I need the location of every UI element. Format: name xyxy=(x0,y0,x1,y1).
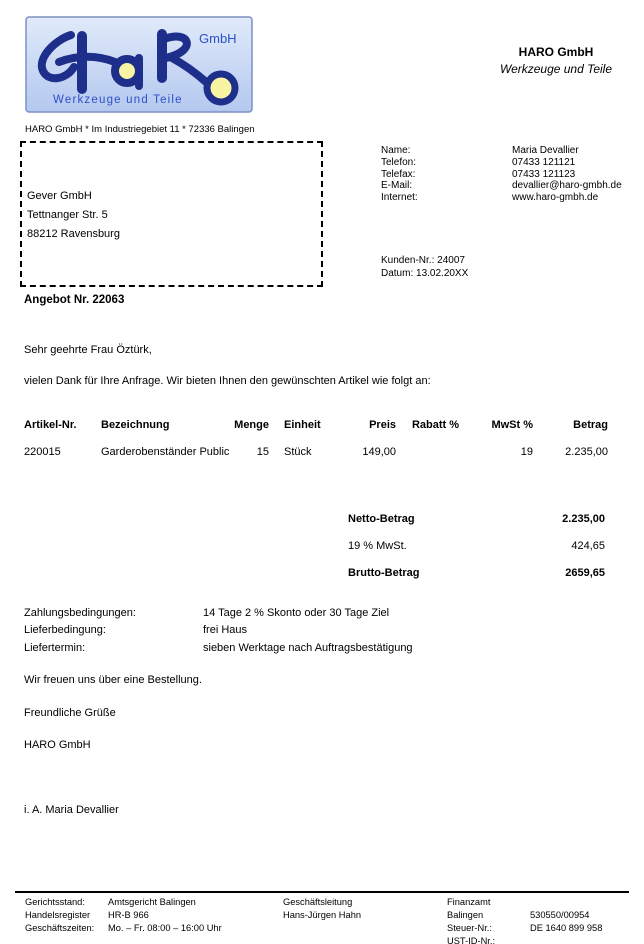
footer-text: Handelsregister xyxy=(25,910,91,920)
recipient-address xyxy=(27,187,120,244)
closing-thanks: Wir freuen uns über eine Bestellung. xyxy=(24,674,202,686)
footer-text: DE 1640 899 958 xyxy=(530,923,603,933)
cell-rabatt xyxy=(396,443,459,462)
total-mwst xyxy=(348,540,605,553)
footer-text: Mo. – Fr. 08:00 – 16:00 Uhr xyxy=(108,923,222,933)
condition-value: sieben Werktage nach Auftragsbestätigung xyxy=(203,641,413,654)
condition-value: frei Haus xyxy=(203,624,248,637)
cell-mwst: 19 xyxy=(520,446,533,458)
cell-einheit: Stück xyxy=(284,446,312,458)
recipient-address-box xyxy=(20,141,323,287)
footer-text: Gerichtsstand: xyxy=(25,897,85,907)
contact-label: Telefax: xyxy=(381,168,416,180)
contact-row-phone xyxy=(381,157,622,169)
footer-col-tax-values xyxy=(530,896,629,935)
condition-value: 14 Tage 2 % Skonto oder 30 Tage Ziel xyxy=(203,607,390,619)
header-betrag: Betrag xyxy=(573,419,608,431)
customer-meta xyxy=(381,254,468,280)
cell-bezeichnung: Garderobenständer Public xyxy=(101,446,230,458)
footer-text: Geschäftsleitung xyxy=(283,897,353,907)
contact-value: 07433 121123 xyxy=(512,168,576,180)
footer-text: HR-B 966 xyxy=(108,910,149,920)
footer-text: 530550/00954 xyxy=(530,910,590,920)
total-mwst-label: 19 % MwSt. xyxy=(348,540,407,552)
total-brutto-label: Brutto-Betrag xyxy=(348,567,420,579)
contact-value: 07433 121121 xyxy=(512,156,576,168)
footer-col-legal-labels xyxy=(25,896,107,935)
header-menge: Menge xyxy=(234,419,269,431)
letterhead-company-tagline: Werkzeuge und Teile xyxy=(499,62,613,76)
letterhead-company-name: HARO GmbH xyxy=(518,45,594,59)
footer-text: Finanzamt Balingen xyxy=(447,897,491,920)
total-brutto xyxy=(348,567,605,580)
condition-delivery-terms xyxy=(24,622,413,639)
contact-row-internet xyxy=(381,192,622,204)
total-netto-label: Netto-Betrag xyxy=(348,513,415,525)
condition-label: Lieferbedingung: xyxy=(24,624,106,637)
recipient-city: 88212 Ravensburg xyxy=(27,228,120,240)
contact-row-fax xyxy=(381,169,622,181)
footer-text: UST-ID-Nr.: xyxy=(447,936,496,944)
header-mwst: MwSt % xyxy=(491,419,533,431)
header-preis: Preis xyxy=(369,419,396,431)
condition-delivery-date xyxy=(24,640,413,657)
cell-preis: 149,00 xyxy=(362,446,396,458)
contact-label: Telefon: xyxy=(381,156,417,168)
customer-number: Kunden-Nr.: 24007 xyxy=(381,255,465,266)
footer-text: Steuer-Nr.: xyxy=(447,923,492,933)
footer-text: Geschäftszeiten: xyxy=(25,923,95,933)
contact-row-email xyxy=(381,180,622,192)
total-netto-value: 2.235,00 xyxy=(562,513,605,525)
contact-value: Maria Devallier xyxy=(512,145,579,156)
footer-divider xyxy=(15,891,629,893)
contact-label: Internet: xyxy=(381,192,418,204)
document-date: Datum: 13.02.20XX xyxy=(381,268,469,279)
footer-col-legal-values xyxy=(108,896,282,935)
recipient-company: Gever GmbH xyxy=(27,190,92,202)
table-row xyxy=(24,443,608,462)
footer-col-tax-labels xyxy=(447,896,529,944)
signature-line: i. A. Maria Devallier xyxy=(24,804,119,816)
contact-email-value: devallier@haro-gmbh.de xyxy=(512,180,622,192)
sender-address-line: HARO GmbH * Im Industriegebiet 11 * 72336 Balingen xyxy=(25,124,255,135)
footer-text xyxy=(283,922,446,935)
header-artikel-nr: Artikel-Nr. xyxy=(24,419,77,431)
letterhead xyxy=(466,44,644,78)
conditions-block xyxy=(24,605,413,657)
salutation: Sehr geehrte Frau Öztürk, xyxy=(24,344,152,356)
recipient-street: Tettnanger Str. 5 xyxy=(27,209,108,221)
cell-artikel-nr: 220015 xyxy=(24,446,61,458)
company-logo xyxy=(25,16,253,113)
contact-label: E-Mail: xyxy=(381,180,413,192)
condition-label: Liefertermin: xyxy=(24,641,86,654)
logo-yellow-ring-o xyxy=(207,74,235,102)
intro-text: vielen Dank für Ihre Anfrage. Wir bieten Ihnen den gewünschten Artikel wie folgt an: xyxy=(24,375,431,387)
footer-col-management xyxy=(283,896,446,935)
closing-regards: Freundliche Grüße xyxy=(24,707,116,719)
contact-row-name xyxy=(381,145,622,157)
logo-gmbh-text: GmbH xyxy=(199,31,237,46)
contact-info xyxy=(381,145,622,204)
logo-tagline-text: Werkzeuge und Teile xyxy=(53,94,183,106)
cell-betrag: 2.235,00 xyxy=(565,446,608,458)
footer-text: Amtsgericht Balingen xyxy=(108,897,196,907)
closing-company: HARO GmbH xyxy=(24,739,91,751)
contact-label: Name: xyxy=(381,145,411,156)
contact-website-value: www.haro-gmbh.de xyxy=(512,192,599,204)
total-mwst-value: 424,65 xyxy=(571,540,605,552)
condition-payment xyxy=(24,605,413,622)
total-brutto-value: 2659,65 xyxy=(565,567,605,579)
items-table-header xyxy=(24,418,608,432)
document-title: Angebot Nr. 22063 xyxy=(24,294,125,306)
header-rabatt: Rabatt % xyxy=(411,419,459,431)
header-einheit: Einheit xyxy=(284,419,321,431)
cell-menge: 15 xyxy=(256,446,269,458)
footer-text: Hans-Jürgen Hahn xyxy=(283,910,362,920)
header-bezeichnung: Bezeichnung xyxy=(101,419,170,431)
footer-text xyxy=(530,896,629,909)
total-netto xyxy=(348,513,605,526)
totals-block xyxy=(348,513,605,594)
condition-label: Zahlungsbedingungen: xyxy=(24,607,136,619)
